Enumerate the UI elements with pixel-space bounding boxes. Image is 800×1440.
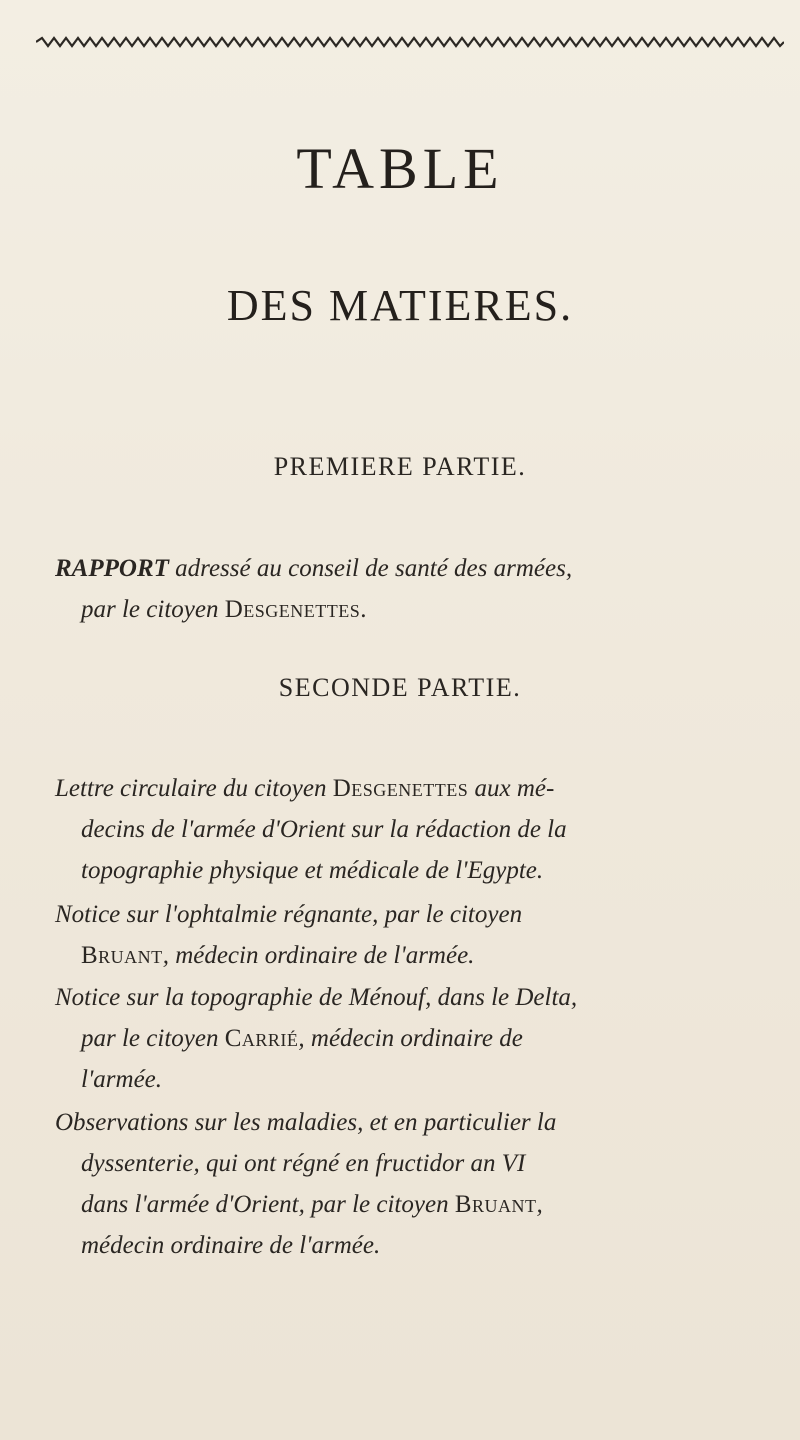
entry-text: par le citoyen: [81, 1025, 225, 1052]
title-des-matieres: DES MATIERES.: [226, 281, 574, 330]
author-name: Desgenettes.: [224, 596, 367, 623]
entry-text: aux mé-: [468, 775, 555, 802]
entry-rapport: [55, 548, 770, 630]
entry-lead-word: RAPPORT: [55, 555, 169, 582]
entry-line: [55, 589, 770, 630]
entry-line: dyssenterie, qui ont régné en fructidor an VI: [81, 1150, 526, 1177]
entry-line: decins de l'armée d'Orient sur la rédaction de la: [81, 816, 567, 843]
ornamental-rule: [36, 36, 784, 48]
entry-observations-maladies: [55, 1102, 770, 1266]
entry-notice-topographie-menouf: [55, 977, 770, 1100]
entry-text: par le citoyen: [81, 596, 225, 623]
entry-line: Observations sur les maladies, et en particulier la: [55, 1109, 557, 1136]
entry-line: topographie physique et médicale de l'Egypte.: [81, 857, 544, 884]
entry-line: Notice sur l'ophtalmie régnante, par le citoyen: [55, 901, 523, 928]
entry-line: [55, 1018, 770, 1059]
entry-text: , médecin ordinaire de: [298, 1025, 523, 1052]
entry-line: [55, 768, 770, 809]
entry-lettre-circulaire: [55, 768, 770, 891]
title-table: TABLE: [296, 136, 504, 201]
author-name: Bruant: [81, 942, 163, 969]
entry-line: [55, 935, 770, 976]
entry-line: [55, 1184, 770, 1225]
entry-text: , médecin ordinaire de l'armée.: [162, 942, 475, 969]
heading-seconde-partie: SECONDE PARTIE.: [278, 673, 522, 702]
entry-text: adressé au conseil de santé des armées,: [168, 555, 573, 582]
heading-premiere-partie: PREMIERE PARTIE.: [273, 452, 527, 481]
author-name: Desgenettes: [332, 775, 469, 802]
entry-text: ,: [536, 1191, 543, 1218]
author-name: Carrié: [224, 1025, 299, 1052]
entry-text: dans l'armée d'Orient, par le citoyen: [81, 1191, 455, 1218]
entry-line: Notice sur la topographie de Ménouf, dans le Delta,: [55, 984, 578, 1011]
entry-text: Lettre circulaire du citoyen: [55, 775, 333, 802]
author-name: Bruant: [454, 1191, 537, 1218]
entry-line: l'armée.: [81, 1066, 163, 1093]
entry-line: médecin ordinaire de l'armée.: [81, 1232, 381, 1259]
entry-line: [55, 548, 770, 589]
entry-notice-ophtalmie: [55, 894, 770, 976]
